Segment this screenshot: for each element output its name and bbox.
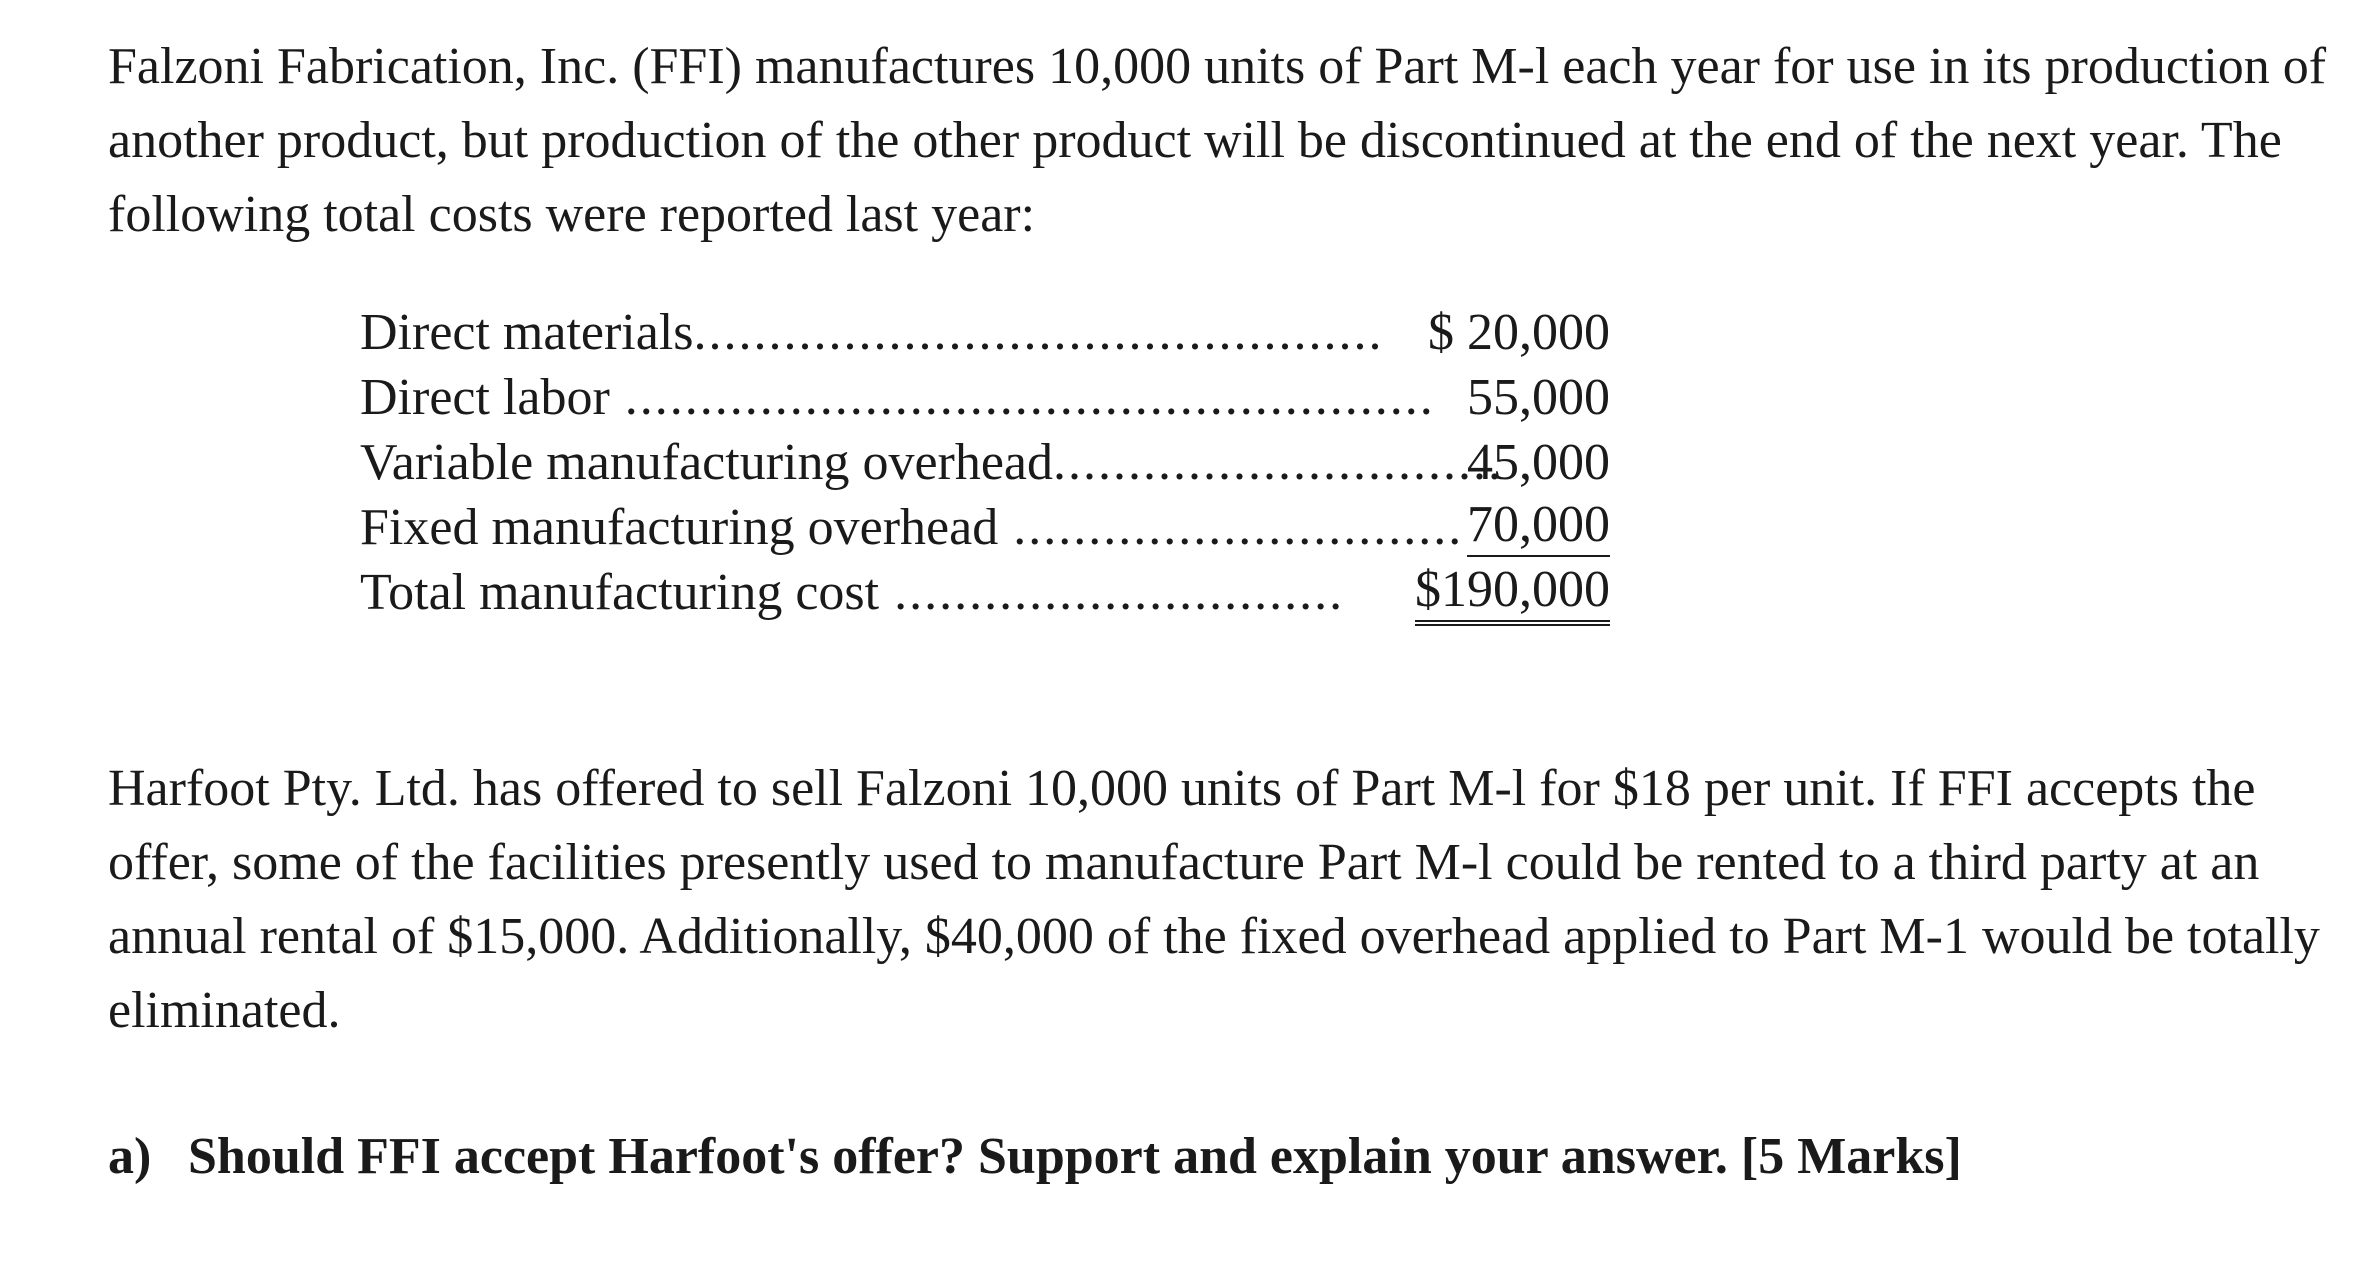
cost-row-variable-overhead: [360, 430, 1610, 495]
cost-amount: $ 20,000: [1428, 304, 1610, 361]
cost-label: Variable manufacturing overhead: [360, 434, 1054, 491]
cost-label: Total manufacturing cost: [360, 564, 880, 621]
leader-dots: ......................................................: [609, 369, 1435, 426]
cost-row-fixed-overhead: [360, 495, 1610, 560]
leader-dots: ..............................: [1053, 434, 1504, 491]
cost-row-direct-materials: [360, 300, 1610, 365]
cost-amount: 55,000: [1467, 369, 1610, 426]
leader-dots: ..............................: [998, 499, 1464, 556]
total-amount: $190,000: [1415, 560, 1610, 626]
intro-paragraph: Falzoni Fabrication, Inc. (FFI) manufactures 10,000 units of Part M-l each year for use in its production of another product, but production of the other product will be discontinued at the end of the next year. The following total costs were reported last year:: [108, 38, 2327, 243]
cost-row-total: [360, 560, 1610, 625]
cost-label: Fixed manufacturing overhead: [360, 499, 999, 556]
cost-row-direct-labor: [360, 365, 1610, 430]
leader-dots: ..............................: [879, 564, 1345, 621]
offer-paragraph: Harfoot Pty. Ltd. has offered to sell Falzoni 10,000 units of Part M-l for $18 per unit. If FFI accepts the offer, some of the facilities presently used to manufacture Part M-l could be rented to a third party at an annual rental of $15,000. Additionally, $40,000 of the fixed overhead applied to Part M-1 would be totally eliminated.: [108, 760, 2320, 1039]
question-a: [108, 1120, 1962, 1194]
cost-table: [360, 300, 1610, 625]
question-label: a): [108, 1128, 152, 1185]
cost-amount: 70,000: [1467, 495, 1610, 557]
cost-amount: 45,000: [1467, 434, 1610, 491]
cost-label: Direct materials: [360, 304, 694, 361]
question-text: Should FFI accept Harfoot's offer? Support and explain your answer. [5 Marks]: [188, 1128, 1962, 1185]
leader-dots: ..............................................: [693, 304, 1384, 361]
cost-label: Direct labor: [360, 369, 610, 426]
